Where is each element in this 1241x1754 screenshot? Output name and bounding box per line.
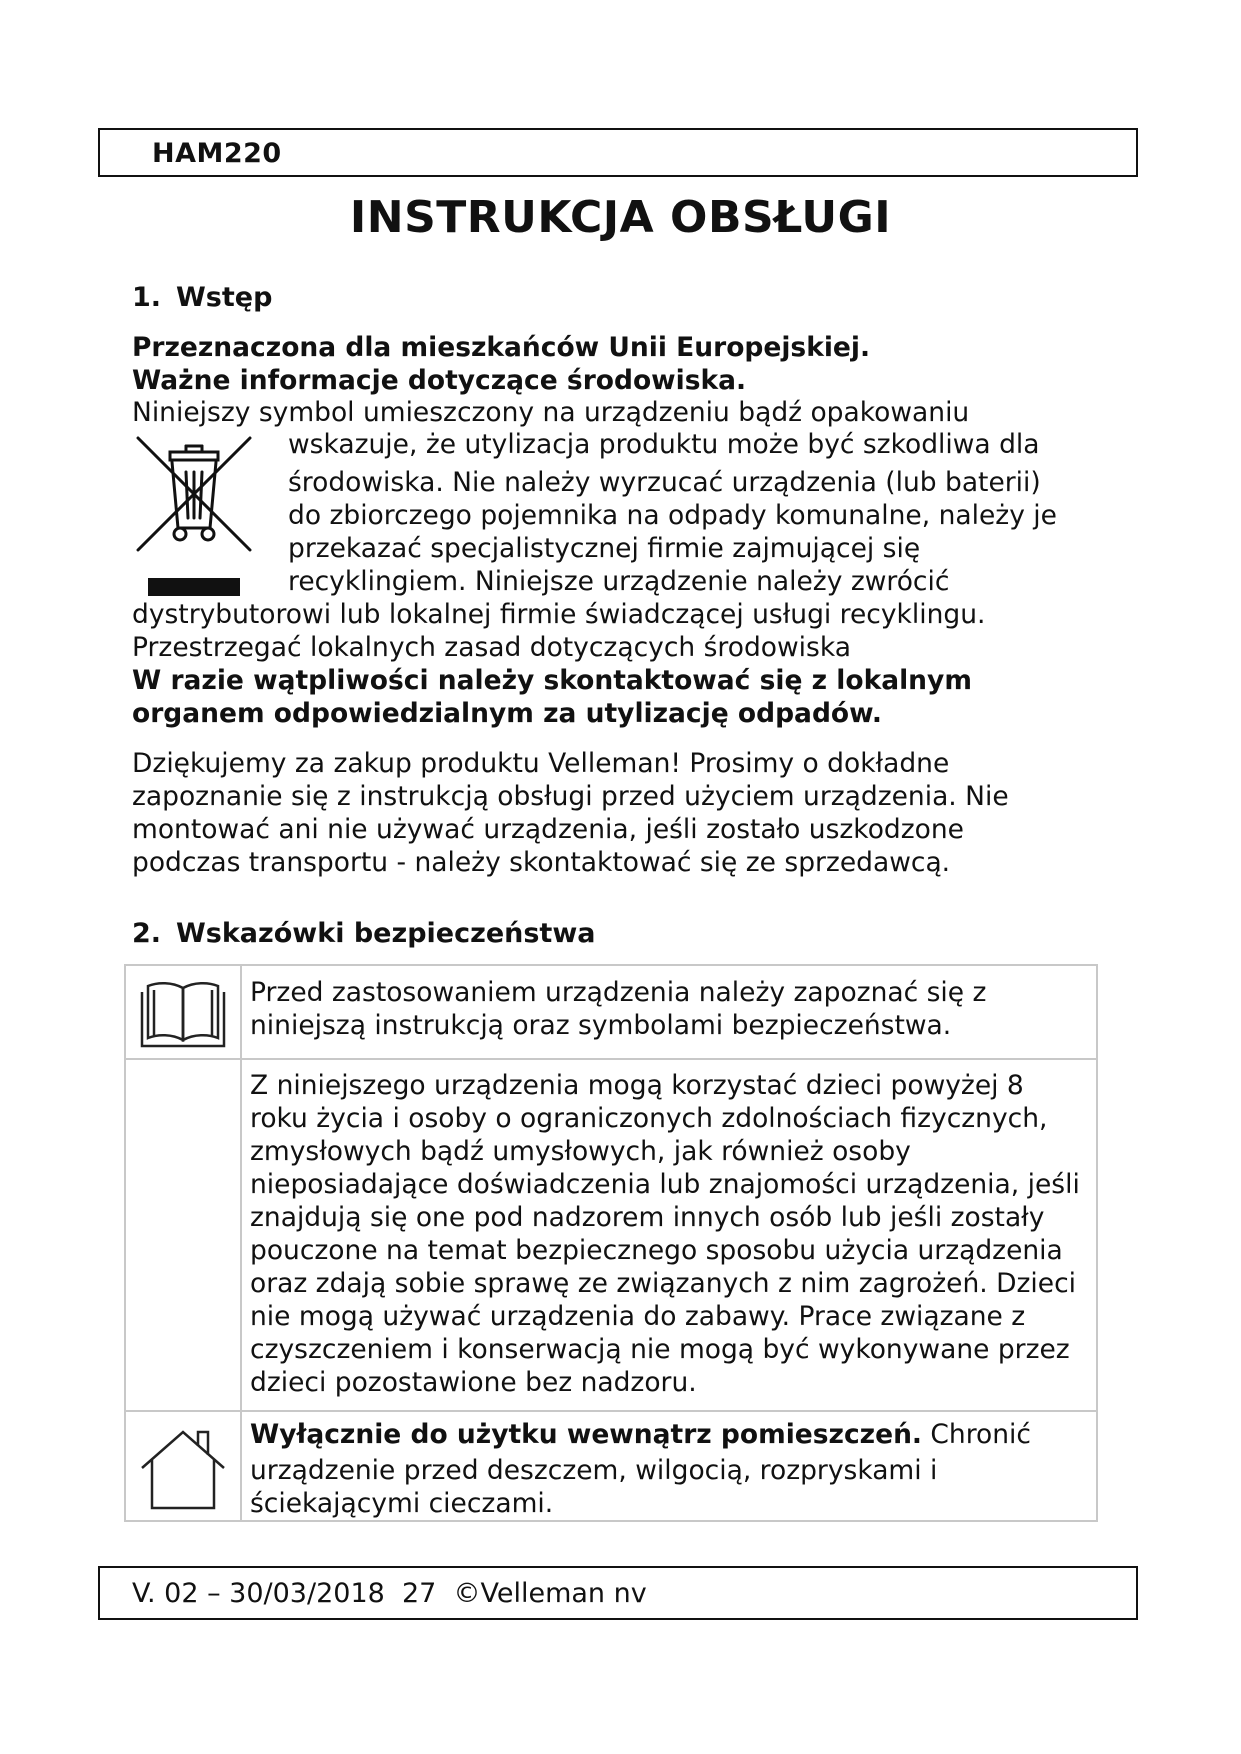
- thanks-line-3: montować ani nie używać urządzenia, jeśli zostało uszkodzone: [132, 814, 964, 845]
- thanks-line-4: podczas transportu - należy skontaktować się ze sprzedawcą.: [132, 847, 951, 878]
- safety-row-3-line-2: urządzenie przed deszczem, wilgocią, rozpryskami i: [250, 1455, 938, 1486]
- safety-row-2-line-9: czyszczeniem i konserwacją nie mogą być wykonywane przez: [250, 1334, 1070, 1365]
- weee-after-line-1: dystrybutorowi lub lokalnej firmie świadczącej usługi recyklingu.: [132, 599, 986, 630]
- page-title: INSTRUKCJA OBSŁUGI: [349, 192, 892, 243]
- indoor-use-house-icon: [138, 1426, 228, 1512]
- safety-row-3-line-3: ściekającymi cieczami.: [250, 1488, 554, 1519]
- section-2-title: Wskazówki bezpieczeństwa: [176, 918, 596, 949]
- section-2-heading: [132, 918, 596, 949]
- weee-text-line-2: środowiska. Nie należy wyrzucać urządzenia (lub baterii): [288, 467, 1041, 498]
- header-box: [98, 128, 1138, 177]
- table-column-divider: [240, 966, 242, 1520]
- safety-row-2-line-3: zmysłowych bądź umysłowych, jak również osoby: [250, 1136, 911, 1167]
- section-1-title: Wstęp: [176, 282, 273, 313]
- safety-row-2-line-5: znajdują się one pod nadzorem innych osób lub jeśli zostały: [250, 1202, 1045, 1233]
- footer-version: V. 02 – 30/03/2018 27 ©Velleman nv: [132, 1578, 647, 1609]
- section-1-number: 1.: [132, 282, 162, 313]
- weee-text-line-1: wskazuje, że utylizacja produktu może być szkodliwa dla: [288, 429, 1040, 460]
- weee-crossed-bin-icon: [134, 432, 254, 600]
- indoor-use-bold-notice: Wyłącznie do użytku wewnątrz pomieszczeń.: [250, 1419, 922, 1450]
- table-row-divider: [126, 1410, 1096, 1412]
- safety-row-1-line-2: niniejszą instrukcją oraz symbolami bezpieczeństwa.: [250, 1010, 952, 1041]
- weee-intro-line: Niniejszy symbol umieszczony na urządzeniu bądź opakowaniu: [132, 397, 970, 428]
- eu-notice-line-2: Ważne informacje dotyczące środowiska.: [132, 365, 747, 396]
- section-1-heading: [132, 282, 272, 313]
- safety-row-2-line-7: oraz zdają sobie sprawę ze związanych z nim zagrożeń. Dzieci: [250, 1268, 1077, 1299]
- safety-row-2-line-4: nieposiadające doświadczenia lub znajomości urządzenia, jeśli: [250, 1169, 1080, 1200]
- contact-notice-line-2: organem odpowiedzialnym za utylizację odpadów.: [132, 698, 882, 729]
- footer-box: [98, 1566, 1138, 1620]
- safety-row-2-line-2: roku życia i osoby o ograniczonych zdolnościach fizycznych,: [250, 1103, 1048, 1134]
- model-number: HAM220: [152, 138, 282, 169]
- indoor-use-notice-rest: Chronić: [922, 1419, 1031, 1450]
- eu-notice-line-1: Przeznaczona dla mieszkańców Unii Europejskiej.: [132, 332, 871, 363]
- section-2-number: 2.: [132, 918, 162, 949]
- read-manual-book-icon: [138, 976, 228, 1050]
- thanks-line-1: Dziękujemy za zakup produktu Velleman! Prosimy o dokładne: [132, 748, 950, 779]
- safety-table: [124, 964, 1098, 1522]
- weee-text-line-4: przekazać specjalistycznej firmie zajmującej się: [288, 533, 921, 564]
- safety-row-2-line-8: nie mogą używać urządzenia do zabawy. Prace związane z: [250, 1301, 1026, 1332]
- weee-after-line-2: Przestrzegać lokalnych zasad dotyczących środowiska: [132, 632, 851, 663]
- table-row-divider: [126, 1058, 1096, 1060]
- safety-row-2-line-6: pouczone na temat bezpiecznego sposobu użycia urządzenia: [250, 1235, 1063, 1266]
- safety-row-2-line-1: Z niniejszego urządzenia mogą korzystać dzieci powyżej 8: [250, 1070, 1024, 1101]
- contact-notice-line-1: W razie wątpliwości należy skontaktować się z lokalnym: [132, 665, 972, 696]
- weee-text-line-5: recyklingiem. Niniejsze urządzenie należy zwrócić: [288, 566, 950, 597]
- safety-row-1-line-1: Przed zastosowaniem urządzenia należy zapoznać się z: [250, 977, 987, 1008]
- safety-row-3-line-1: [250, 1418, 1096, 1451]
- safety-row-2-line-10: dzieci pozostawione bez nadzoru.: [250, 1367, 697, 1398]
- weee-text-line-3: do zbiorczego pojemnika na odpady komunalne, należy je: [288, 500, 1057, 531]
- thanks-line-2: zapoznanie się z instrukcją obsługi przed użyciem urządzenia. Nie: [132, 781, 1009, 812]
